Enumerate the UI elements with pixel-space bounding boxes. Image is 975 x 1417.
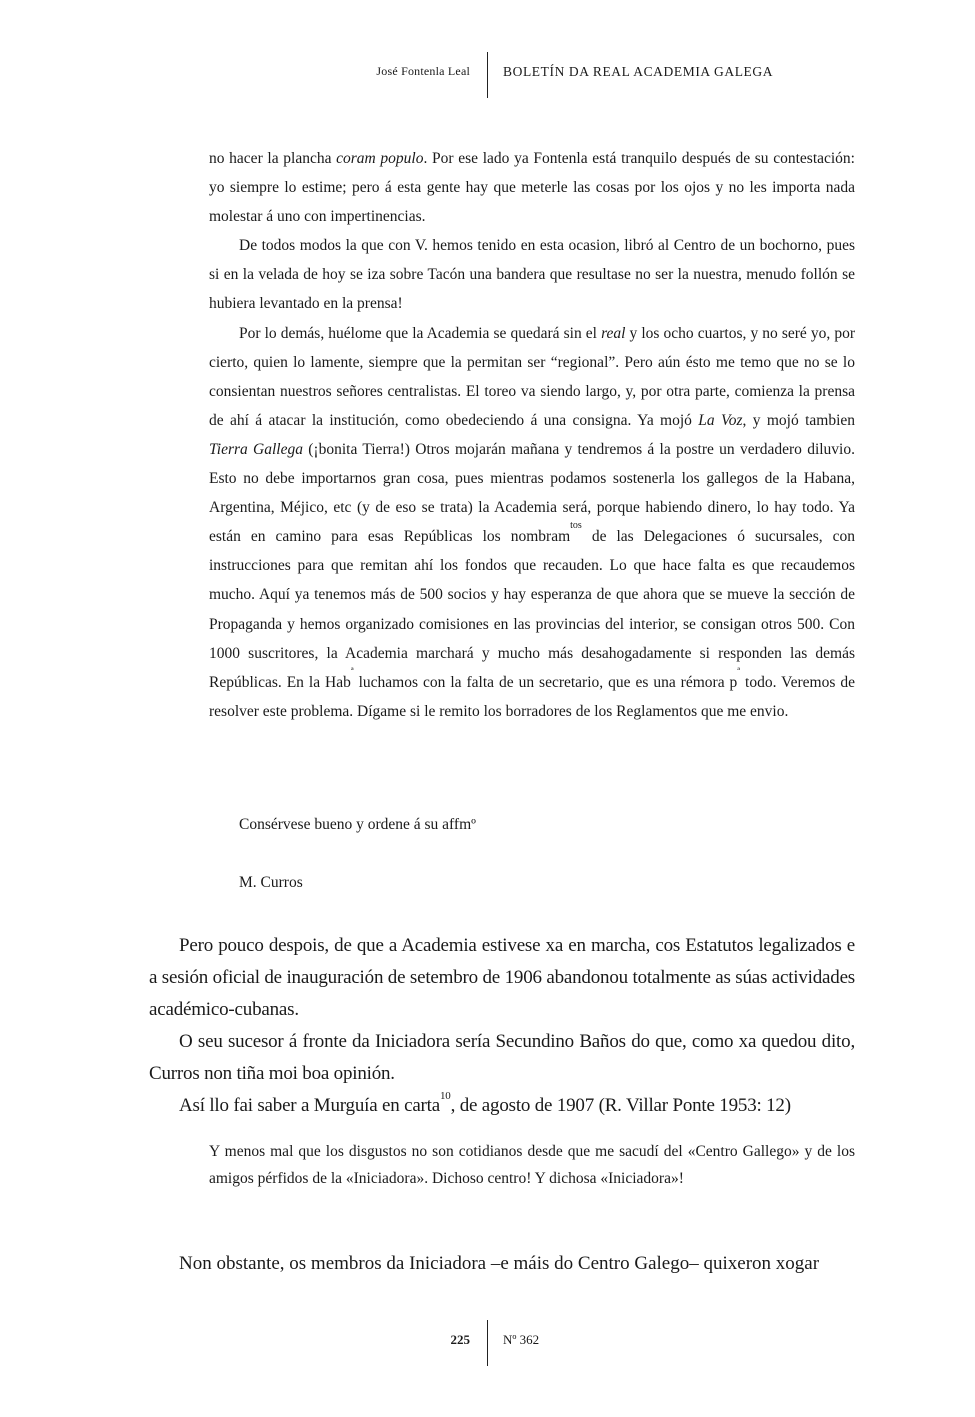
block-quote: Y menos mal que los disgustos no son cotidianos desde que me sacudí del «Centro Gallego» y de los amigos pérfidos de la «Iniciadora». Dichoso centro! Y dichosa «Iniciadora»!: [209, 1143, 855, 1187]
superscript: ª: [350, 665, 354, 677]
italic-text: Tierra Gallega: [209, 440, 303, 458]
text: y los ocho cuartos, y no seré yo, por cierto, quien lo lamente, siempre que la permitan ser “regional”. Pero aún ésto me temo que no se lo consientan nuestros señores centralistas. El toreo va siendo largo, y, por otra parte, comienza la prensa de ahí á atacar la institución, como obedeciendo á una consigna. Ya mojó: [209, 324, 855, 429]
body-text: [149, 930, 855, 1122]
body-paragraph: [149, 1026, 855, 1090]
letter-paragraph: [209, 144, 855, 231]
superscript: tos: [570, 520, 582, 532]
header-journal-title: BOLETÍN DA REAL ACADEMIA GALEGA: [503, 64, 774, 79]
letter-paragraph: De todos modos la que con V. hemos tenido en esta ocasion, libró al Centro de un bochorno, pues si en la velada de hoy se iza sobre Tacón una bandera que resultase no ser la nuestra, menudo follón se hubiera levantado en la prensa!: [209, 237, 855, 313]
footer-divider: [487, 1320, 488, 1366]
text: (¡bonita Tierra!) Otros mojarán mañana y tendremos á la postre un verdadero diluvio. Esto no debe importarnos gran cosa, pues mientras podamos sostenerla los gallegos de la Habana, Argentina, Méjico, etc (y de eso se trata) la Academia será, porque habiendo dinero, lo hay todo. Ya están en camino para esas Repúblicas los nombram: [209, 440, 855, 546]
header-author: José Fontenla Leal: [376, 64, 470, 78]
text: no hacer la plancha: [209, 150, 337, 167]
letter-paragraph: [209, 319, 855, 726]
page-footer: [0, 1320, 975, 1370]
text: Non obstante, os membros da Iniciadora –e máis do Centro Galego– quixeron xogar: [179, 1253, 820, 1274]
letter-signature: M. Curros: [239, 874, 303, 891]
body-paragraph: [149, 1090, 855, 1122]
running-header: [0, 52, 975, 100]
text: O seu sucesor á fronte da Iniciadora sería Secundino Baños do que, como xa quedou dito, Curros non tiña moi boa opinión.: [149, 1031, 855, 1084]
header-divider: [487, 52, 488, 98]
text: Pero pouco despois, de que a Academia estivese xa en marcha, cos Estatutos legalizados e a sesión oficial de inauguración de setembro de 1906 abandonou totalmente as súas actividades académico-cubanas.: [149, 935, 855, 1020]
body-paragraph: [149, 1248, 855, 1280]
text: Por lo demás, huélome que la Academia se quedará sin el: [239, 324, 602, 342]
superscript: ª: [737, 665, 741, 677]
text: de las Delegaciones ó sucursales, con instrucciones para que remitan ahí los fondos que recauden. Lo que hace falta es que recaudemos mucho. Aquí ya tenemos más de 500 socios y hay esperanza de que ahora que se mueve la sección de Propaganda y hemos organizado comisiones en las provincias del interior, se consigan otros 500. Con 1000 suscritores, la Academia marchará y mucho más desahogadamente si responden las demás Repúblicas. En la Hab: [209, 528, 855, 691]
page-number: 225: [450, 1332, 470, 1347]
italic-text: coram populo: [336, 150, 424, 167]
issue-number: Nº 362: [503, 1332, 540, 1347]
italic-text: La Voz: [698, 411, 743, 429]
body-paragraph: [149, 930, 855, 1026]
text: luchamos con la falta de un secretario, que es una rémora p: [353, 673, 738, 691]
letter-quote: [209, 144, 855, 726]
text: , de agosto de 1907 (R. Villar Ponte 1953: 12): [450, 1095, 791, 1116]
italic-text: real: [601, 324, 626, 342]
text: , y mojó tambien: [742, 411, 856, 429]
letter-closing: Consérvese bueno y ordene á su affmº: [239, 816, 476, 833]
text: . Por ese lado ya Fontenla está tranquilo después de su contestación: yo siempre lo estime; pero á esta gente hay que meterle las cosas por los ojos y no les importa nada molestar á uno con impertinencias.: [209, 150, 855, 226]
footnote-reference[interactable]: 10: [440, 1090, 451, 1102]
text: Así llo fai saber a Murguía en carta: [179, 1095, 440, 1116]
text: todo. Veremos de resolver este problema. Dígame si le remito los borradores de los Reglamentos que me envio.: [209, 673, 855, 720]
